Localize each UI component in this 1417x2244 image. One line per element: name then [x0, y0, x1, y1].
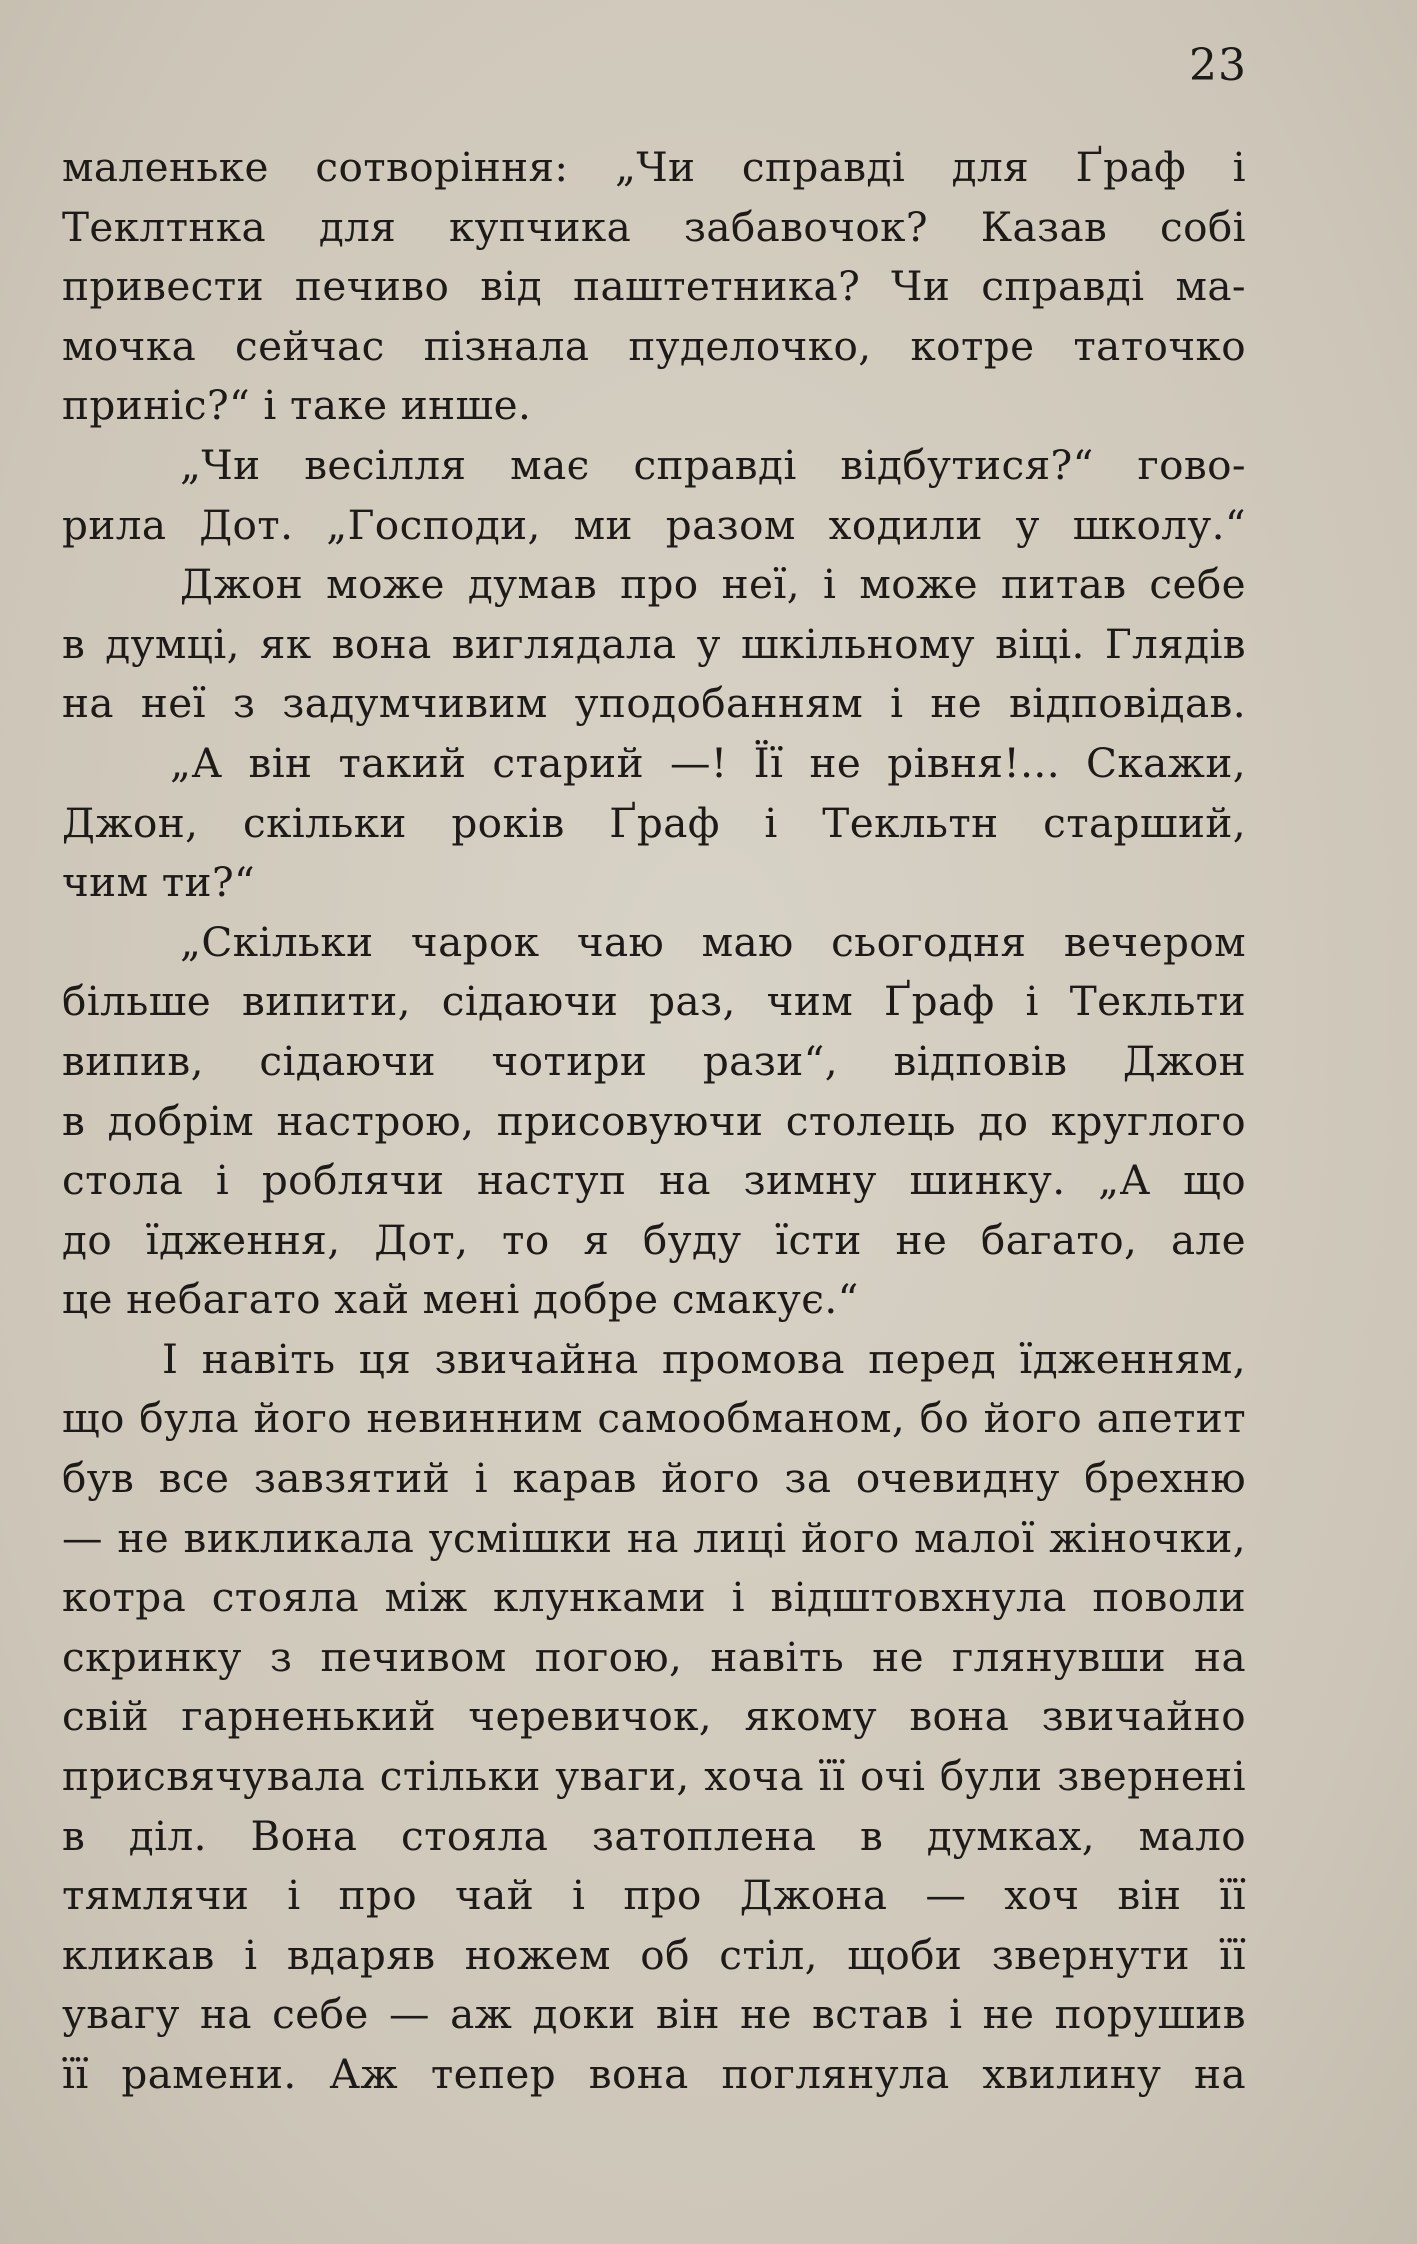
body-text [62, 138, 1246, 2105]
text-line: приніс?“ і таке инше. [62, 381, 532, 430]
text-line: в добрім настрою, присовуючи столець до круглого [62, 1096, 1246, 1145]
text-line: — не викликала усмішки на лиці його малої жіночки, [62, 1513, 1246, 1562]
text-line: присвячувала стільки уваги, хоча її очі були звернені [62, 1752, 1246, 1801]
page-number: 23 [1189, 40, 1247, 91]
text-line: до їдження, Дот, то я буду їсти не багато, але [62, 1215, 1246, 1264]
text-line: що була його невинним самообманом, бо його апетит [62, 1394, 1246, 1443]
text-line: свій гарненький черевичок, якому вона звичайно [62, 1692, 1246, 1741]
text-line: більше випити, сідаючи раз, чим Ґраф і Текльти [62, 977, 1246, 1026]
text-line: котра стояла між клунками і відштовхнула поволи [62, 1573, 1246, 1622]
text-line: „А він такий старий —! Її не рівня!... Скажи, [170, 738, 1246, 787]
text-line: рила Дот. „Господи, ми разом ходили у школу.“ [62, 500, 1246, 549]
text-line: випив, сідаючи чотири рази“, відповів Джон [62, 1036, 1246, 1085]
text-line: був все завзятий і карав його за очевидну брехню [62, 1454, 1246, 1503]
text-line: привести печиво від паштетника? Чи справді ма- [62, 262, 1246, 311]
text-line: скринку з печивом погою, навіть не глянувши на [62, 1632, 1246, 1681]
text-line: мочка сейчас пізнала пуделочко, котре таточко [62, 321, 1246, 370]
text-line: тямлячи і про чай і про Джона — хоч він її [62, 1871, 1246, 1920]
text-line: увагу на себе — аж доки він не встав і не порушив [62, 1990, 1246, 2039]
text-line: Теклтнка для купчика забавочок? Казав собі [62, 202, 1246, 251]
text-line: Джон, скільки років Ґраф і Текльтн старший, [62, 798, 1246, 847]
text-line: „Чи весілля має справді відбутися?“ гово- [180, 440, 1246, 489]
text-line: „Скільки чарок чаю маю сьогодня вечером [180, 917, 1246, 966]
text-line: її рамени. Аж тепер вона поглянула хвилину на [62, 2050, 1246, 2098]
text-line: кликав і вдаряв ножем об стіл, щоби звернути її [62, 1930, 1246, 1979]
text-line: на неї з задумчивим уподобанням і не відповідав. [62, 679, 1246, 728]
text-line: це небагато хай мені добре смакує.“ [62, 1275, 859, 1324]
text-line: чим ти?“ [62, 858, 256, 907]
text-line: стола і роблячи наступ на зимну шинку. „А що [62, 1156, 1246, 1205]
text-line: в думці, як вона виглядала у шкільному віці. Глядів [62, 619, 1246, 668]
text-line: І навіть ця звичайна промова перед їдженням, [162, 1334, 1246, 1383]
text-line: в діл. Вона стояла затоплена в думках, мало [62, 1811, 1246, 1860]
text-line: Джон може думав про неї, і може питав себе [180, 560, 1246, 609]
text-line: маленьке сотворіння: „Чи справді для Ґраф і [62, 143, 1246, 191]
